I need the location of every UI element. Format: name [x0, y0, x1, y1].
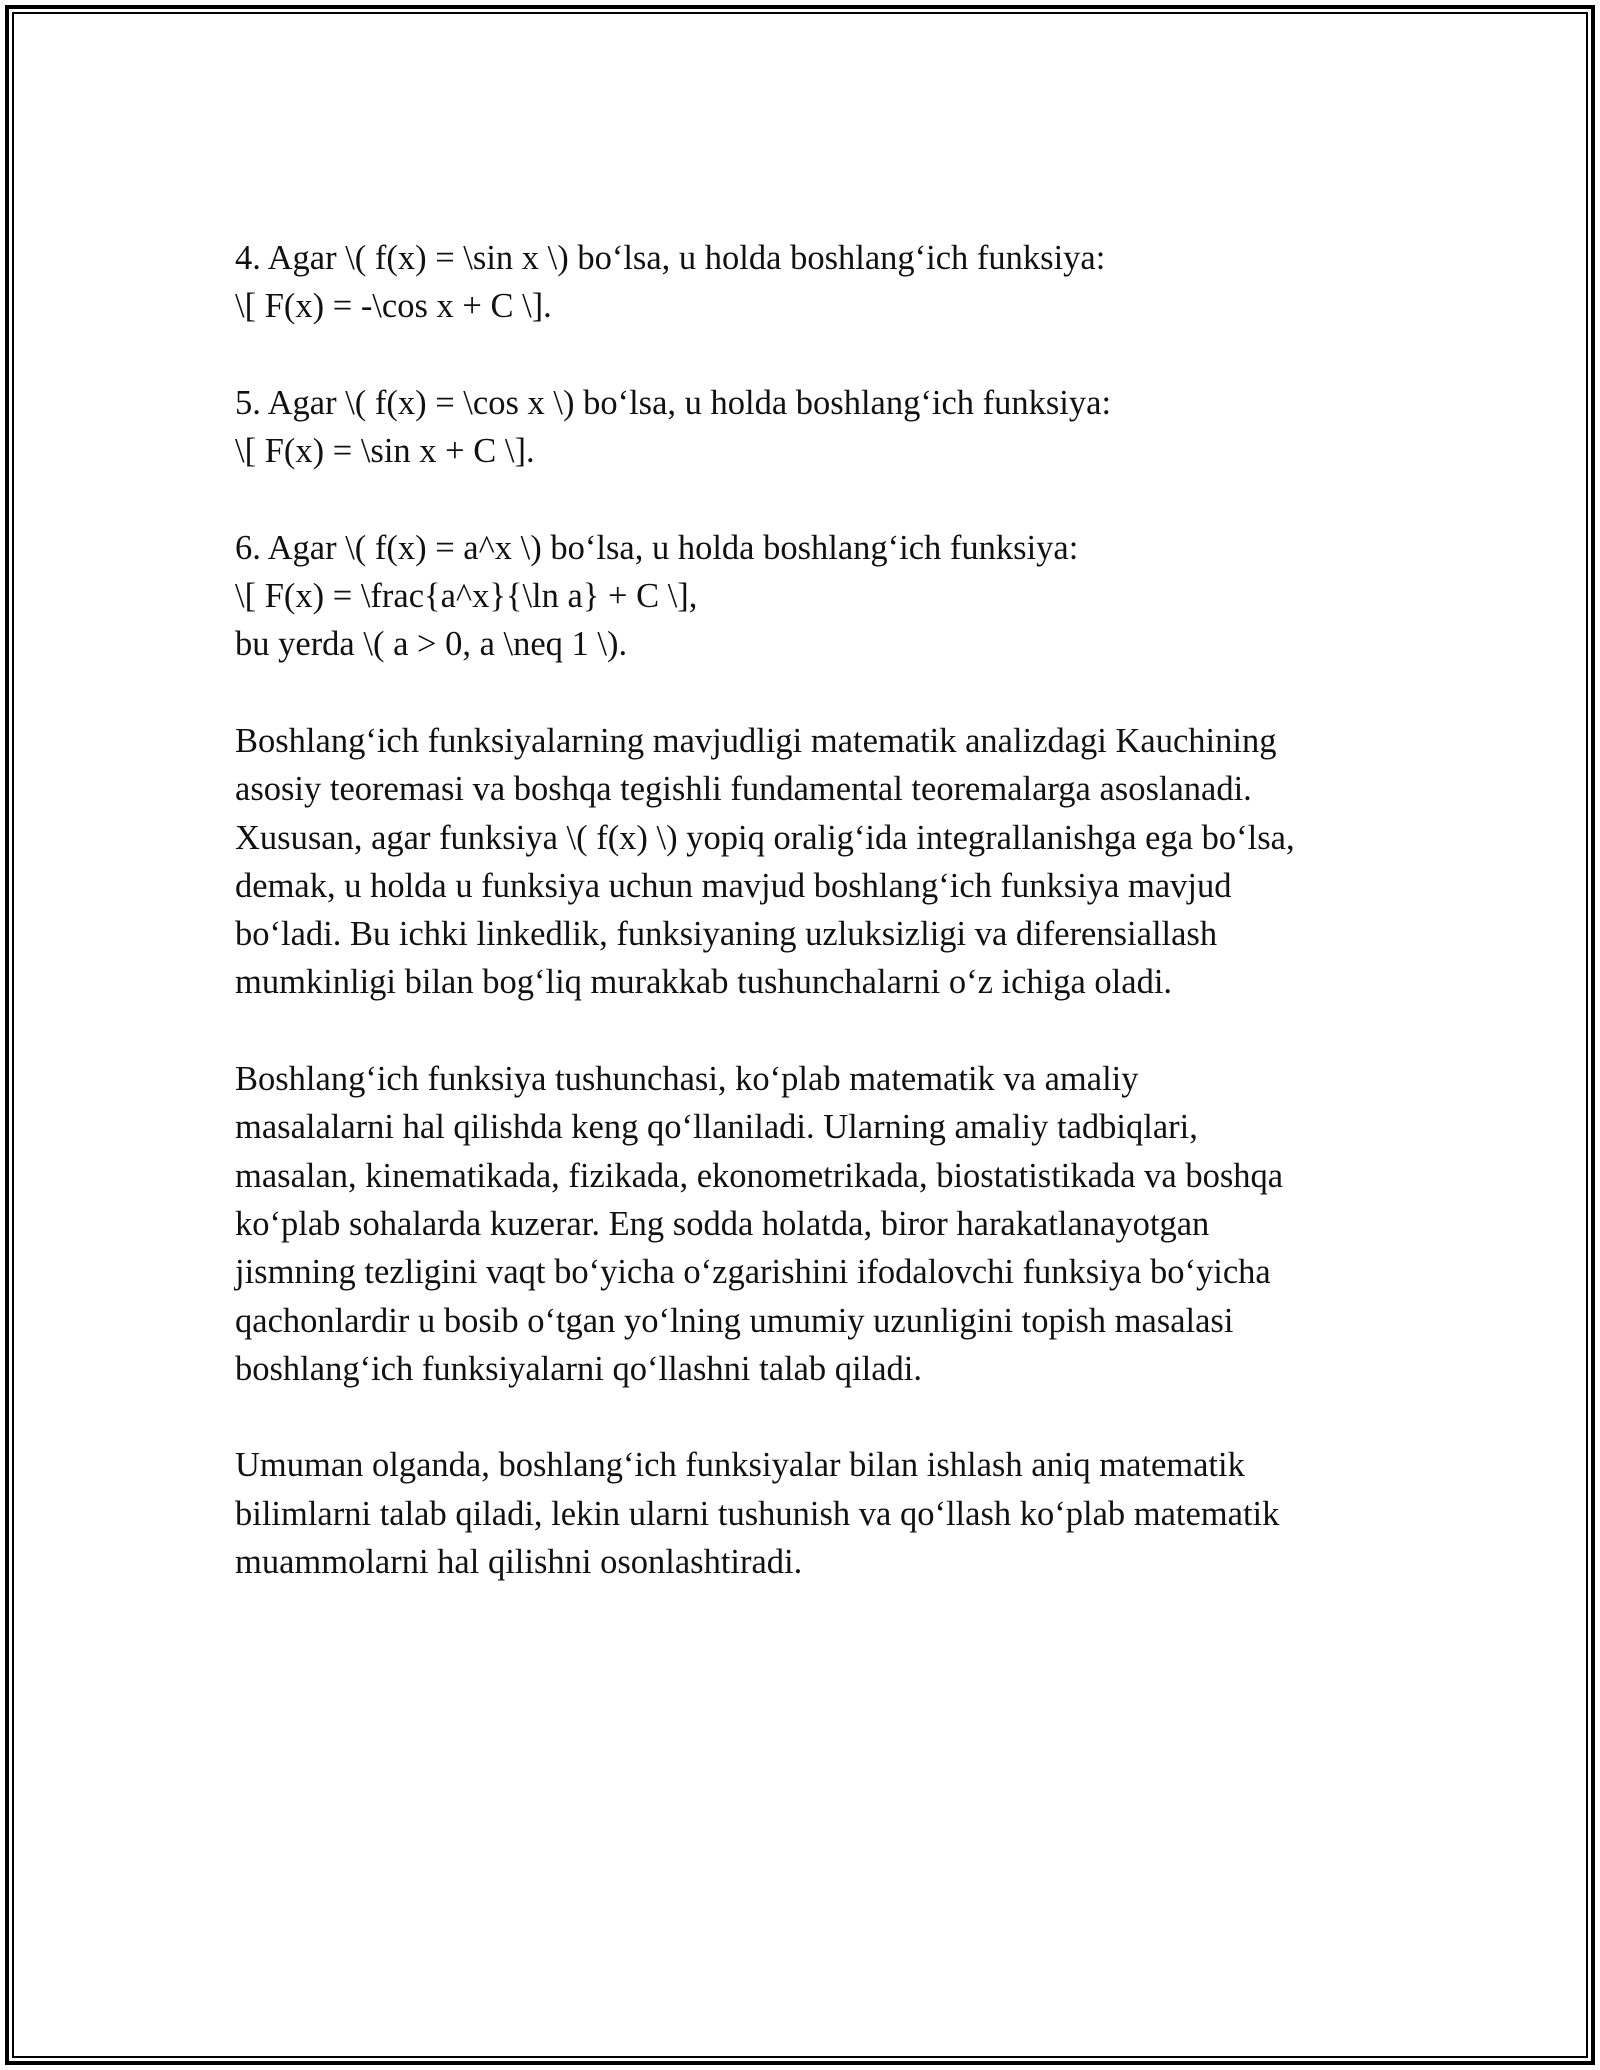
list-item-4 [235, 234, 1375, 331]
text-line: mumkinligi bilan bog‘liq murakkab tushunchalarni o‘z ichiga oladi. [235, 963, 1173, 1002]
text-line: Boshlang‘ich funksiya tushunchasi, ko‘plab matematik va amaliy [235, 1060, 1139, 1099]
text-line: bilimlarni talab qiladi, lekin ularni tushunish va qo‘llash ko‘plab matematik [235, 1494, 1280, 1533]
list-item-5 [235, 379, 1375, 476]
text-line: jismning tezligini vaqt bo‘yicha o‘zgarishini ifodalovchi funksiya bo‘yicha [235, 1253, 1271, 1292]
text-line: Umuman olganda, boshlang‘ich funksiyalar bilan ishlash aniq matematik [235, 1446, 1245, 1485]
formula-line: \[ F(x) = \sin x + C \]. [235, 432, 535, 471]
text-line: masalalarni hal qilishda keng qo‘llaniladi. Ularning amaliy tadbiqlari, [235, 1108, 1198, 1147]
text-line: Xususan, agar funksiya \( f(x) \) yopiq oralig‘ida integrallanishga ega bo‘lsa, [235, 818, 1295, 857]
text-line: boshlang‘ich funksiyalarni qo‘llashni talab qiladi. [235, 1349, 922, 1388]
text-line: demak, u holda u funksiya uchun mavjud boshlang‘ich funksiya mavjud [235, 866, 1232, 905]
text-line: asosiy teoremasi va boshqa tegishli fundamental teoremalarga asoslanadi. [235, 770, 1252, 809]
paragraph-conclusion [235, 1441, 1375, 1586]
text-line: muammolarni hal qilishni osonlashtiradi. [235, 1543, 803, 1582]
formula-line: \[ F(x) = -\cos x + C \]. [235, 287, 552, 326]
text-line: qachonlardir u bosib o‘tgan yo‘lning umumiy uzunligini topish masalasi [235, 1301, 1234, 1340]
text-line: bo‘ladi. Bu ichki linkedlik, funksiyaning uzluksizligi va diferensiallash [235, 915, 1218, 954]
text-line: bu yerda \( a > 0, a \neq 1 \). [235, 625, 628, 664]
text-line: masalan, kinematikada, fizikada, ekonometrikada, biostatistikada va boshqa [235, 1156, 1284, 1195]
list-item-6 [235, 524, 1375, 669]
document-body [235, 234, 1375, 1635]
paragraph-existence [235, 717, 1375, 1007]
text-line: 5. Agar \( f(x) = \cos x \) bo‘lsa, u holda boshlang‘ich funksiya: [235, 383, 1112, 422]
paragraph-applications [235, 1055, 1375, 1393]
text-line: 4. Agar \( f(x) = \sin x \) bo‘lsa, u holda boshlang‘ich funksiya: [235, 239, 1106, 277]
text-line: Boshlang‘ich funksiyalarning mavjudligi matematik analizdagi Kauchining [235, 721, 1277, 760]
text-line: 6. Agar \( f(x) = a^x \) bo‘lsa, u holda boshlang‘ich funksiya: [235, 528, 1079, 567]
formula-line: \[ F(x) = \frac{a^x}{\ln a} + C \], [235, 577, 698, 616]
text-line: ko‘plab sohalarda kuzerar. Eng sodda holatda, biror harakatlanayotgan [235, 1204, 1210, 1243]
